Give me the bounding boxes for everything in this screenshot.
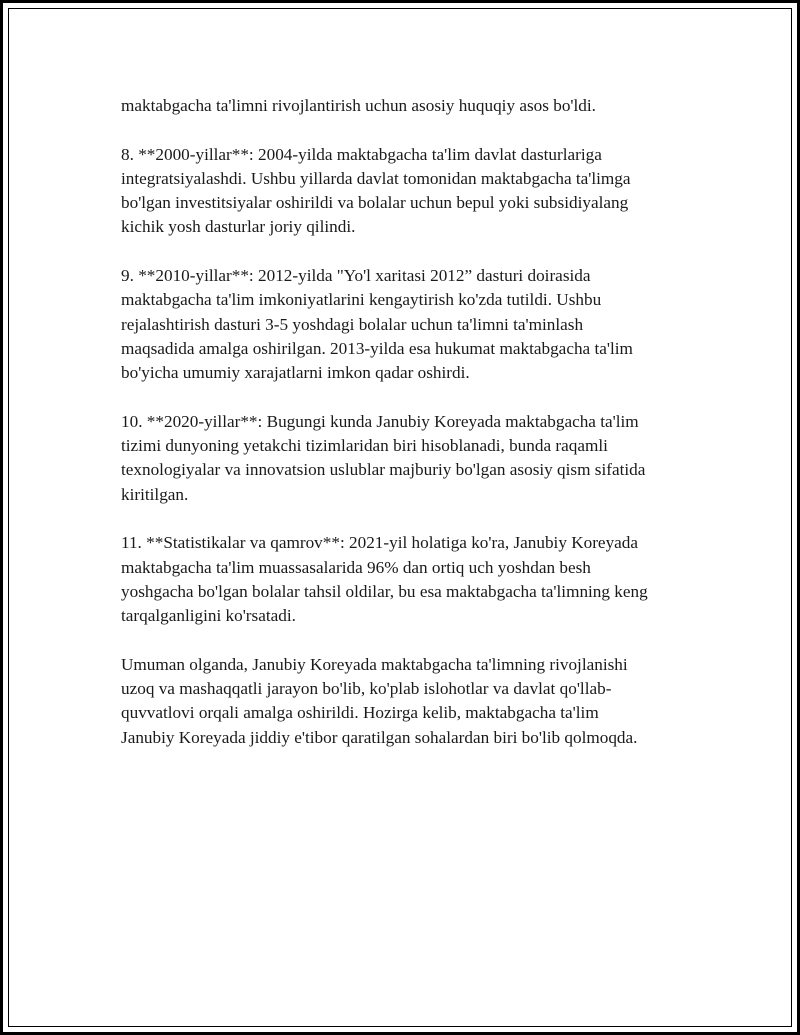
paragraph-continuation: maktabgacha ta'limni rivojlantirish uchun asosiy huquqiy asos bo'ldi. <box>121 96 596 115</box>
document-body <box>121 94 696 774</box>
paragraph-2000s: 8. **2000-yillar**: 2004-yilda maktabgacha ta'lim davlat dasturlariga integratsiyalashdi. Ushbu yillarda davlat tomonidan maktabgacha ta'limga bo'lgan investitsiyalar oshirildi va bolalar uchun bepul yoki subsidiyalang kichik yosh dasturlar joriy qilindi. <box>121 144 631 237</box>
paragraph-2020s: 10. **2020-yillar**: Bugungi kunda Janubiy Koreyada maktabgacha ta'lim tizimi dunyoning yetakchi tizimlaridan biri hisoblanadi, bunda raqamli texnologiyalar va innovatsion uslublar majburiy bo'lgan asosiy qism sifatida kiritilgan. <box>121 411 646 504</box>
paragraph-2010s: 9. **2010-yillar**: 2012-yilda "Yo'l xaritasi 2012” dasturi doirasida maktabgacha ta'lim imkoniyatlarini kengaytirish ko'zda tutildi. Ushbu rejalashtirish dasturi 3-5 yoshdagi bolalar uchun ta'limni ta'minlash maqsadida amalga oshirilgan. 2013-yilda esa hukumat maktabgacha ta'lim bo'yicha umumiy xarajatlarni imkon qadar oshirdi. <box>121 266 633 383</box>
paragraph-conclusion: Umuman olganda, Janubiy Koreyada maktabgacha ta'limning rivojlanishi uzoq va mashaqqatli jarayon bo'lib, ko'plab islohotlar va davlat qo'llab- quvvatlovi orqali amalga oshirildi. Hozirga kelib, maktabgacha ta'lim Janubiy Koreyada jiddiy e'tibor qaratilgan sohalardan biri bo'lib qolmoqda. <box>121 654 638 747</box>
paragraph-statistics: 11. **Statistikalar va qamrov**: 2021-yil holatiga ko'ra, Janubiy Koreyada maktabgacha ta'lim muassasalarida 96% dan ortiq uch yoshdan besh yoshgacha bo'lgan bolalar tahsil oldilar, bu esa maktabgacha ta'limning keng tarqalganligini ko'rsatadi. <box>121 533 648 626</box>
